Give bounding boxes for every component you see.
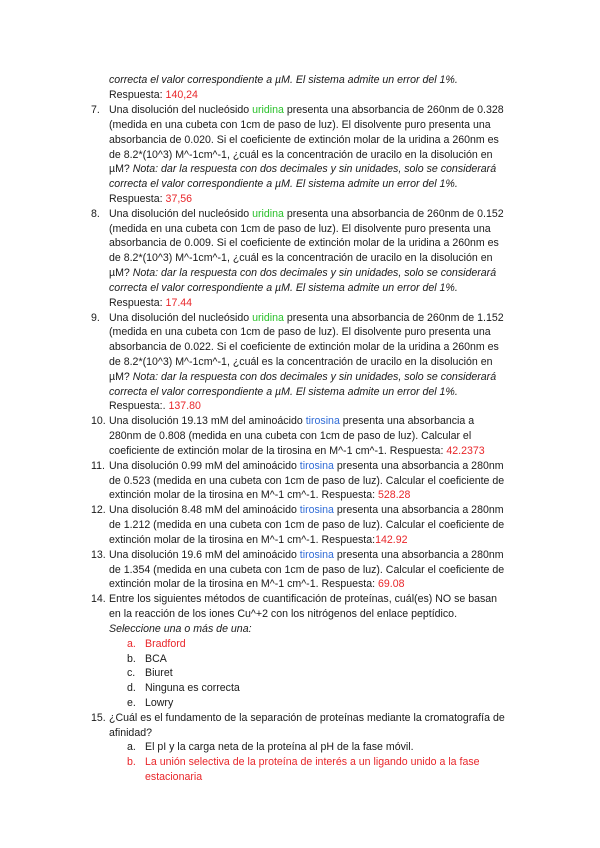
q9-text: Una disolución del nucleósido: [109, 312, 253, 324]
q14-instruction: Seleccione una o más de una:: [109, 623, 252, 635]
option-letter: b.: [127, 653, 136, 665]
q12-text: Una disolución 8.48 mM del aminoácido: [109, 504, 300, 516]
q7-text: µM?: [109, 163, 133, 175]
q7-text: Una disolución del nucleósido: [109, 104, 253, 116]
tirosina-term: tirosina: [299, 504, 334, 516]
response-label: Respuesta:: [109, 89, 166, 101]
response-value: 528.28: [378, 489, 411, 501]
q8-line1: [109, 207, 504, 221]
q9-text: presenta una absorbancia de 260nm de 1.152: [283, 312, 504, 324]
q9-note: Nota: dar la respuesta con dos decimales y sin unidades, solo se considerará: [132, 371, 497, 383]
q13-text: extinción molar de la tirosina en M^-1 cm^-1. Respuesta:: [109, 578, 379, 590]
tirosina-term: tirosina: [305, 415, 340, 427]
q7-response: [109, 192, 192, 206]
option-letter: a.: [127, 741, 136, 753]
q12-line2: de 1.212 (medida en una cubeta con 1cm de paso de luz). Calcular el coeficiente de: [109, 519, 505, 531]
q9-line6: correcta el valor correspondiente a µM. El sistema admite un error del 1%.: [109, 386, 458, 398]
question-number-10: 10.: [91, 415, 106, 427]
q8-text: Una disolución del nucleósido: [109, 208, 253, 220]
response-label: Respuesta:: [109, 193, 166, 205]
q13-text: presenta una absorbancia a 280nm: [333, 549, 504, 561]
q8-note: Nota: dar la respuesta con dos decimales y sin unidades, solo se considerará: [132, 267, 497, 279]
q7-line5: [109, 162, 496, 176]
q8-line6: correcta el valor correspondiente a µM. El sistema admite un error del 1%.: [109, 282, 458, 294]
question-number-14: 14.: [91, 593, 106, 605]
cont-line: correcta el valor correspondiente a µM. El sistema admite un error del 1%.: [109, 74, 458, 86]
q10-text: presenta una absorbancia a: [339, 415, 475, 427]
q11-line2: de 0.523 (medida en una cubeta con 1cm de paso de luz). Calcular el coeficiente de: [109, 475, 505, 487]
q9-line3: absorbancia de 0.022. Si el coeficiente de extinción molar de la uridina a 260nm es: [109, 341, 499, 353]
q11-text: presenta una absorbancia a 280nm: [333, 460, 504, 472]
q11-line1: [109, 459, 504, 473]
q14-option-a[interactable]: Bradford: [145, 638, 186, 650]
q10-line2: 280nm de 0.808 (medida en una cubeta con 1cm de paso de luz). Calcular el: [109, 430, 472, 442]
q8-text: µM?: [109, 267, 133, 279]
q13-line1: [109, 548, 504, 562]
q9-response: [109, 399, 201, 413]
q8-line4: de 8.2*(10^3) M^-1cm^-1, ¿cuál es la concentración de uracilo en la disolución en: [109, 252, 493, 264]
q14-line1: Entre los siguientes métodos de cuantificación de proteínas, cuál(es) NO se basan: [109, 593, 498, 605]
q13-line3: [109, 577, 405, 591]
question-number-13: 13.: [91, 549, 106, 561]
response-value: 42.2373: [446, 445, 485, 457]
q9-line2: (medida en una cubeta con 1cm de paso de luz). El disolvente puro presenta una: [109, 326, 491, 338]
option-letter: c.: [127, 667, 136, 679]
q14-option-d[interactable]: Ninguna es correcta: [145, 682, 240, 694]
q14-option-c[interactable]: Biuret: [145, 667, 173, 679]
q7-line3: absorbancia de 0.020. Si el coeficiente de extinción molar de la uridina a 260nm es: [109, 134, 499, 146]
q11-text: extinción molar de la tirosina en M^-1 cm^-1. Respuesta:: [109, 489, 379, 501]
q15-option-b-cont: estacionaria: [145, 771, 203, 783]
q7-text: presenta una absorbancia de 260nm de 0.328: [283, 104, 504, 116]
uridina-term: uridina: [252, 312, 284, 324]
q9-line1: [109, 311, 504, 325]
option-letter: e.: [127, 697, 136, 709]
question-number-12: 12.: [91, 504, 106, 516]
q9-line4: de 8.2*(10^3) M^-1cm^-1, ¿cuál es la concentración de uracilo en la disolución en: [109, 356, 493, 368]
option-letter: a.: [127, 638, 136, 650]
q11-text: Una disolución 0.99 mM del aminoácido: [109, 460, 300, 472]
uridina-term: uridina: [252, 104, 284, 116]
q13-line2: de 1.354 (medida en una cubeta con 1cm de paso de luz). Calcular el coeficiente de: [109, 564, 505, 576]
question-number-9: 9.: [91, 312, 100, 324]
q12-text: presenta una absorbancia a 280nm: [333, 504, 504, 516]
q15-option-b[interactable]: La unión selectiva de la proteína de interés a un ligando unido a la fase: [145, 756, 480, 768]
q8-line5: [109, 266, 496, 280]
q14-option-e[interactable]: Lowry: [145, 697, 174, 709]
q8-response: [109, 296, 192, 310]
q9-text: µM?: [109, 371, 133, 383]
response-value: 140,24: [165, 89, 198, 101]
tirosina-term: tirosina: [299, 549, 334, 561]
response-label: Respuesta:: [109, 297, 166, 309]
q15-line2: afinidad?: [109, 727, 153, 739]
q15-line1: ¿Cuál es el fundamento de la separación de proteínas mediante la cromatografía de: [109, 712, 505, 724]
uridina-term: uridina: [252, 208, 284, 220]
q10-line1: [109, 414, 474, 428]
cont-response: [109, 88, 198, 102]
response-value: 69.08: [378, 578, 405, 590]
response-value: 137.80: [168, 400, 201, 412]
q8-text: presenta una absorbancia de 260nm de 0.152: [283, 208, 504, 220]
tirosina-term: tirosina: [299, 460, 334, 472]
q14-line2: en la reacción de los iones Cu^+2 con los nitrógenos del enlace peptídico.: [109, 608, 458, 620]
response-label: Respuesta:.: [109, 400, 169, 412]
q12-line1: [109, 503, 504, 517]
q10-line3: [109, 444, 485, 458]
q15-option-a[interactable]: El pI y la carga neta de la proteína al pH de la fase móvil.: [145, 741, 414, 753]
question-number-15: 15.: [91, 712, 106, 724]
option-letter: d.: [127, 682, 136, 694]
question-number-7: 7.: [91, 104, 100, 116]
q8-line3: absorbancia de 0.009. Si el coeficiente de extinción molar de la uridina a 260nm es: [109, 237, 499, 249]
q12-text: extinción molar de la tirosina en M^-1 cm^-1. Respuesta:: [109, 534, 376, 546]
q10-text: coeficiente de extinción molar de la tirosina en M^-1 cm^-1. Respuesta:: [109, 445, 447, 457]
response-value: 142.92: [375, 534, 408, 546]
question-number-8: 8.: [91, 208, 100, 220]
q14-option-b[interactable]: BCA: [145, 653, 167, 665]
q11-line3: [109, 488, 410, 502]
q7-line4: de 8.2*(10^3) M^-1cm^-1, ¿cuál es la concentración de uracilo en la disolución en: [109, 149, 493, 161]
q7-line2: (medida en una cubeta con 1cm de paso de luz). El disolvente puro presenta una: [109, 119, 491, 131]
question-number-11: 11.: [91, 460, 105, 472]
response-value: 17.44: [165, 297, 193, 309]
response-value: 37,56: [165, 193, 193, 205]
q10-text: Una disolución 19.13 mM del aminoácido: [109, 415, 306, 427]
q7-line6: correcta el valor correspondiente a µM. El sistema admite un error del 1%.: [109, 178, 458, 190]
q12-line3: [109, 533, 407, 547]
q7-line1: [109, 103, 504, 117]
q8-line2: (medida en una cubeta con 1cm de paso de luz). El disolvente puro presenta una: [109, 223, 491, 235]
q13-text: Una disolución 19.6 mM del aminoácido: [109, 549, 300, 561]
option-letter: b.: [127, 756, 136, 768]
q7-note: Nota: dar la respuesta con dos decimales y sin unidades, solo se considerará: [132, 163, 497, 175]
q9-line5: [109, 370, 496, 384]
